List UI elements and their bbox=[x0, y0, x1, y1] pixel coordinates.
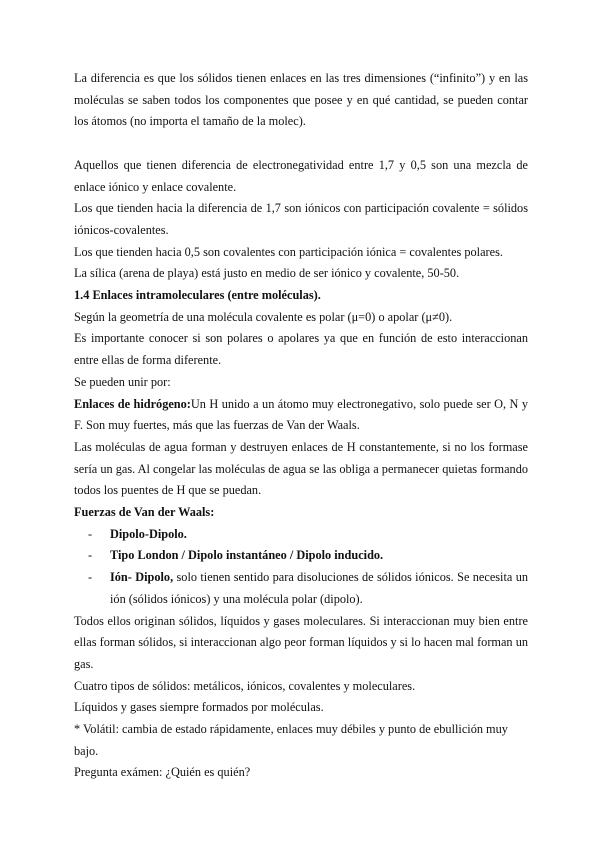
paragraph-volatile-note: * Volátil: cambia de estado rápidamente, enlaces muy débiles y punto de ebullición muy bajo. bbox=[74, 722, 508, 758]
paragraph-solid-types: Cuatro tipos de sólidos: metálicos, iónicos, covalentes y moleculares. bbox=[74, 678, 416, 693]
van-der-waals-heading bbox=[74, 502, 528, 524]
list-item-text: Dipolo-Dipolo. bbox=[110, 526, 187, 541]
van-der-waals-list bbox=[74, 524, 528, 611]
van-der-waals-heading-text: Fuerzas de Van der Waals: bbox=[74, 505, 215, 520]
paragraph-molecular-states: Todos ellos originan sólidos, líquidos y gases moleculares. Si interaccionan muy bien entre ellas forman sólidos, si interaccionan algo peor forman líquidos y si lo hacen mal forman un gas. bbox=[74, 613, 528, 671]
list-dash: - bbox=[88, 548, 93, 563]
paragraph-solids-vs-molecules: La diferencia es que los sólidos tienen enlaces en las tres dimensiones (“infinito”) y en las moléculas se saben todos los componentes que posee y en qué cantidad, se pueden contar los átomos (no importa el tamaño de la molec). bbox=[74, 71, 528, 129]
paragraph-geometry: Según la geometría de una molécula covalente es polar (μ=0) o apolar (μ≠0). bbox=[74, 309, 453, 324]
paragraph-hydrogen-bonds bbox=[74, 394, 528, 437]
list-dash: - bbox=[88, 570, 93, 585]
paragraph-bond-types-intro: Se pueden unir por: bbox=[74, 374, 171, 389]
hydrogen-bonds-text: Un H unido a un átomo muy electronegativo, solo puede ser O, N y F. Son muy fuertes, más que las fuerzas de Van der Waals. bbox=[74, 396, 528, 433]
paragraph-electronegativity: Aquellos que tienen diferencia de electronegatividad entre 1,7 y 0,5 son una mezcla de enlace iónico y enlace covalente. bbox=[74, 157, 528, 194]
paragraph-silica: La sílica (arena de playa) está justo en medio de ser iónico y covalente, 50-50. bbox=[74, 266, 460, 281]
list-item-ion-dipole bbox=[74, 567, 528, 610]
paragraph-importance: Es importante conocer si son polares o apolares ya que en función de esto interaccionan entre ellas de forma diferente. bbox=[74, 331, 528, 368]
paragraph-ionic-covalent: Los que tienden hacia la diferencia de 1,7 son iónicos con participación covalente = sólidos iónicos-covalentes. bbox=[74, 201, 528, 237]
document-body bbox=[74, 68, 528, 784]
section-heading-text: 1.4 Enlaces intramoleculares (entre moléculas). bbox=[74, 288, 321, 303]
list-item-text: Tipo London / Dipolo instantáneo / Dipolo inducido. bbox=[110, 548, 384, 563]
list-item-text: solo tienen sentido para disoluciones de sólidos iónicos. Se necesita un ión (sólidos iónicos) y una molécula polar (dipolo). bbox=[110, 570, 528, 606]
paragraph-liquids-gases: Líquidos y gases siempre formados por moléculas. bbox=[74, 700, 324, 715]
hydrogen-bonds-label: Enlaces de hidrógeno: bbox=[74, 396, 191, 411]
list-item-label: Ión- Dipolo, bbox=[110, 570, 174, 585]
paragraph-water-molecules: Las moléculas de agua forman y destruyen enlaces de H constantemente, si no los formase sería un gas. Al congelar las moléculas de agua se las obliga a permanecer quietas formando todos los puentes de H que se puedan. bbox=[74, 439, 528, 498]
list-item-dipole-dipole bbox=[74, 524, 528, 546]
paragraph-polar-covalent: Los que tienden hacia 0,5 son covalentes con participación iónica = covalentes polares. bbox=[74, 244, 503, 259]
list-item-london bbox=[74, 545, 528, 567]
section-heading bbox=[74, 285, 528, 307]
paragraph-spacer bbox=[74, 133, 528, 155]
list-dash: - bbox=[88, 526, 93, 541]
paragraph-exam-question: Pregunta exámen: ¿Quién es quién? bbox=[74, 765, 251, 780]
